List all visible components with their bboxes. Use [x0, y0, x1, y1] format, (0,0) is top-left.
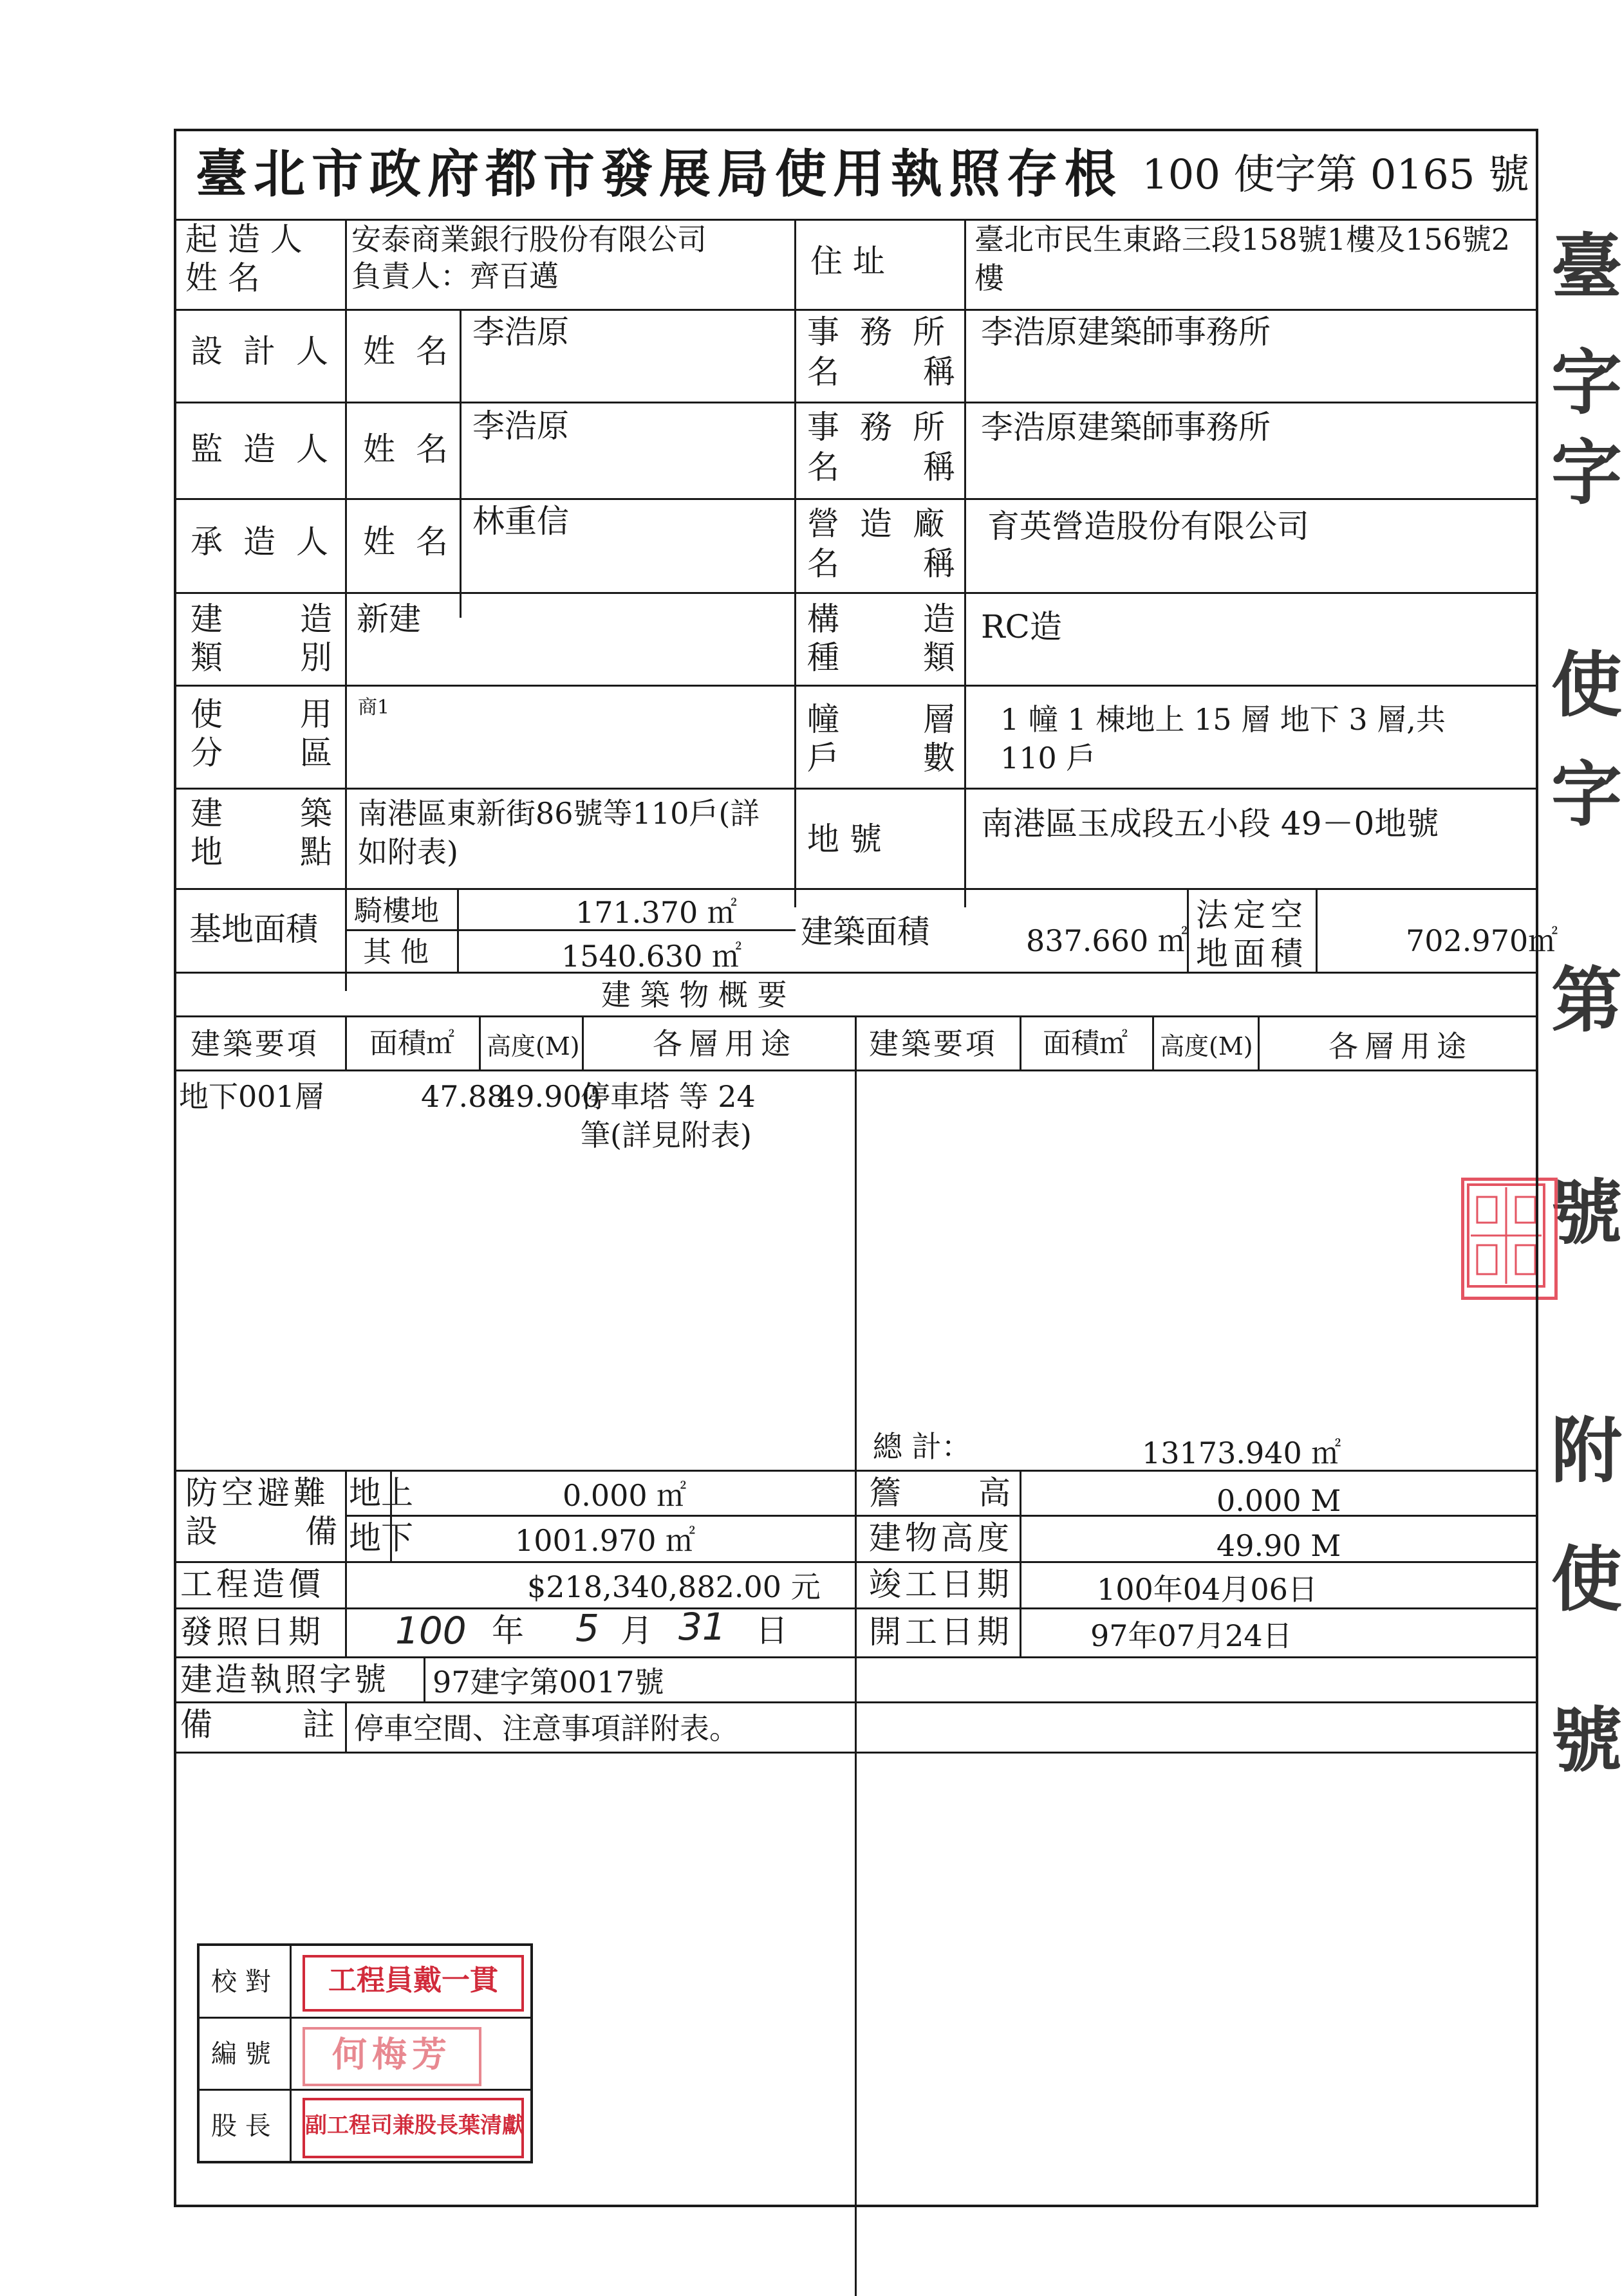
arcade-label: 騎樓地 [354, 894, 439, 927]
floor-area: 47.88 [421, 1079, 506, 1114]
open-space-label: 地面積 [1196, 935, 1308, 972]
arcade-value: 171.370 ㎡ [575, 895, 737, 930]
supervisor-name: 李浩原 [472, 407, 569, 445]
permit-number: 100 使字第 0165 號 [1141, 151, 1529, 199]
zoning-label: 分 區 [191, 734, 332, 772]
summary-title: 建 築 物 概 要 [601, 977, 787, 1012]
building-area-label: 建築面積 [801, 913, 929, 950]
signoff-table [197, 1943, 533, 2163]
shelter-label: 防空避難 [185, 1474, 330, 1512]
open-space-value: 702.970㎡ [1406, 923, 1558, 958]
building-area-value: 837.660 ㎡ [1026, 923, 1188, 958]
construction-permit-value: 97建字第0017號 [433, 1665, 664, 1699]
signoff-label: 編 號 [211, 2039, 271, 2069]
build-type-label: 類 別 [191, 639, 332, 676]
summary-header-item: 建築要項 [869, 1026, 998, 1061]
contractor-firm-label: 名 稱 [807, 545, 955, 582]
bleed-char: 號 [1551, 1699, 1622, 1782]
bleed-char: 字 [1551, 753, 1622, 836]
structure-label: 構 造 [807, 600, 955, 638]
owner-representative: 負責人：齊百邁 [351, 259, 559, 293]
owner-label-line: 姓 名 [185, 259, 260, 297]
owner-label-line: 起 造 人 [185, 221, 303, 258]
building-height-label: 建物高度 [869, 1519, 1013, 1557]
remarks-label: 備 註 [180, 1706, 335, 1743]
designer-office: 李浩原建築師事務所 [981, 313, 1271, 351]
supervisor-office-label: 名 稱 [807, 449, 955, 486]
summary-header-area: 面積㎡ [1043, 1027, 1128, 1060]
build-type-label: 建 造 [191, 600, 332, 638]
location-value: 南港區東新街86號等110戶(詳如附表) [358, 796, 760, 869]
floors-label: 幢 層 [807, 701, 955, 738]
summary-header-area: 面積㎡ [369, 1027, 454, 1060]
cost-value: $218,340,882.00 元 [527, 1569, 821, 1604]
proofreader-stamp: 工程員戴一貫 [303, 1955, 524, 2012]
designer-office-label: 事務所 [807, 313, 965, 351]
address-label: 住 址 [810, 243, 885, 280]
supervisor-label: 監造人 [191, 430, 349, 468]
section-chief-stamp: 副工程司兼股長葉清獻 [303, 2098, 524, 2158]
floors-value: 1 幢 1 棟地上 15 層 地下 3 層,共 110 戶 [1000, 702, 1446, 775]
lot-value: 南港區玉成段五小段 49－0地號 [981, 805, 1439, 842]
supervisor-office-label: 事務所 [807, 409, 965, 446]
other-value: 1540.630 ㎡ [561, 939, 742, 974]
designer-name-label: 姓名 [363, 333, 469, 370]
shelter-below-label: 地下 [349, 1519, 413, 1557]
bleed-char: 附 [1551, 1409, 1622, 1492]
open-space-label: 法定空 [1196, 896, 1308, 934]
owner-name: 安泰商業銀行股份有限公司 [351, 222, 707, 257]
bleed-char: 臺 [1551, 225, 1622, 308]
owner-address: 臺北市民生東路三段158號1樓及156號2樓 [974, 222, 1511, 295]
issue-year-unit: 年 [492, 1612, 524, 1649]
issue-day-unit: 日 [756, 1612, 788, 1649]
floors-label: 戶 數 [807, 739, 955, 777]
floor-item: 地下001層 [179, 1079, 324, 1114]
contractor-name-label: 姓名 [363, 523, 469, 560]
zoning-value: 商1 [358, 696, 390, 719]
designer-office-label: 名 稱 [807, 353, 955, 391]
cost-label: 工程造價 [180, 1566, 324, 1603]
shelter-above-value: 0.000 ㎡ [563, 1478, 687, 1513]
lot-label: 地 號 [807, 820, 882, 858]
supervisor-name-label: 姓名 [363, 430, 469, 468]
summary-header-use: 各層用途 [653, 1026, 797, 1061]
designer-name: 李浩原 [472, 313, 569, 351]
issue-month-unit: 月 [620, 1612, 653, 1649]
bleed-char: 使 [1551, 1538, 1622, 1621]
issue-year: 100 [395, 1609, 467, 1653]
supervisor-office: 李浩原建築師事務所 [981, 409, 1271, 446]
bleed-char: 第 [1551, 959, 1622, 1042]
floor-height: 49.900 [497, 1079, 601, 1114]
start-date-value: 97年07月24日 [1090, 1618, 1292, 1653]
contractor-firm-label: 營造廠 [807, 505, 965, 542]
building-height-value: 49.90 M [1216, 1528, 1341, 1563]
page-title: 臺北市政府都市發展局使用執照存根 [196, 144, 1123, 204]
summary-header-item: 建築要項 [191, 1026, 319, 1061]
contractor-label: 承造人 [191, 523, 349, 560]
shelter-label: 設 備 [185, 1513, 337, 1550]
site-area-label: 基地面積 [189, 911, 318, 948]
eaves-label: 簷 高 [869, 1474, 1011, 1512]
zoning-label: 使 用 [191, 696, 332, 733]
summary-header-use: 各層用途 [1328, 1029, 1473, 1064]
designer-label: 設計人 [191, 333, 349, 370]
completion-value: 100年04月06日 [1097, 1572, 1318, 1607]
total-label: 總 計： [873, 1429, 971, 1464]
build-type-value: 新建 [357, 600, 421, 638]
issue-month: 5 [575, 1606, 599, 1650]
eaves-value: 0.000 M [1216, 1483, 1341, 1518]
bleed-char: 號 [1551, 1171, 1622, 1254]
floor-use: 筆(詳見附表) [581, 1118, 752, 1153]
shelter-above-label: 地上 [349, 1474, 413, 1512]
location-label: 建 築 [191, 795, 332, 832]
location-label: 地 點 [191, 833, 332, 871]
bleed-char: 字 [1551, 431, 1622, 514]
completion-label: 竣工日期 [869, 1566, 1013, 1603]
remarks-value: 停車空間、注意事項詳附表。 [354, 1711, 739, 1746]
floor-use: 停車塔 等 24 [581, 1079, 756, 1114]
issue-date-label: 發照日期 [180, 1613, 324, 1651]
signoff-label: 股 長 [211, 2111, 271, 2141]
permit-stub-form [174, 129, 1558, 2207]
bleed-char: 使 [1551, 643, 1622, 727]
summary-header-height: 高度(M) [487, 1032, 580, 1060]
contractor-name: 林重信 [472, 503, 569, 540]
structure-label: 種 類 [807, 639, 955, 676]
owner-label [185, 220, 337, 297]
signoff-label: 校 對 [211, 1967, 271, 1997]
summary-header-height: 高度(M) [1160, 1032, 1253, 1060]
shelter-below-value: 1001.970 ㎡ [515, 1523, 696, 1558]
start-date-label: 開工日期 [869, 1613, 1013, 1651]
construction-permit-label: 建造執照字號 [180, 1661, 389, 1698]
total-value: 13173.940 ㎡ [1142, 1436, 1341, 1470]
contractor-firm: 育英營造股份有限公司 [987, 508, 1309, 545]
other-label: 其 他 [363, 936, 429, 968]
bleed-char: 字 [1551, 341, 1622, 424]
issue-day: 31 [678, 1605, 726, 1649]
number-stamp: 何梅芳 [303, 2027, 481, 2086]
structure-value: RC造 [981, 608, 1062, 645]
